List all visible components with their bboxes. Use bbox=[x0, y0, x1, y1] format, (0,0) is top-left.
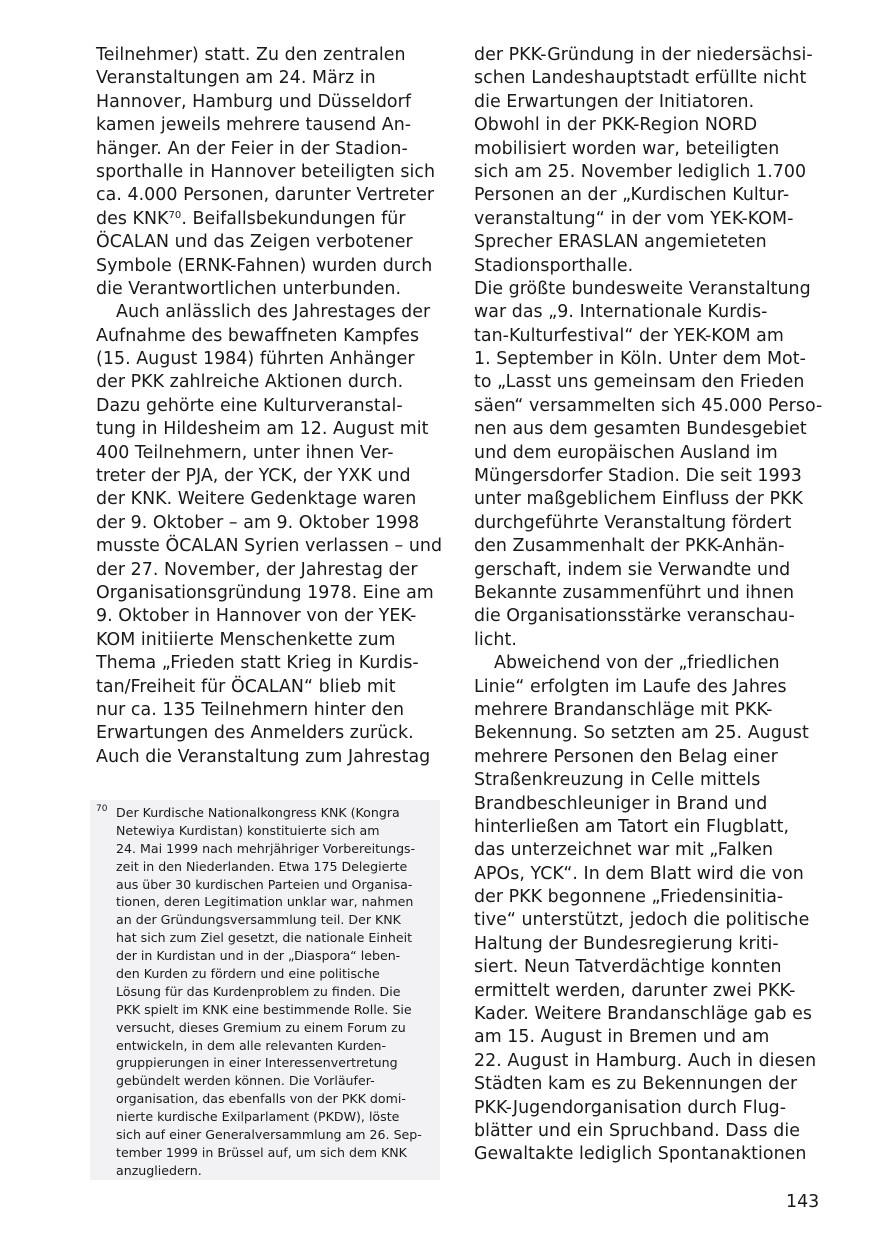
footnote-line: nierte kurdische Exilparlament (PKDW), löste bbox=[116, 1109, 400, 1125]
footnote-line: gruppierungen in einer Interessenvertretung bbox=[116, 1055, 398, 1071]
text-line: mehrere Brandanschläge mit PKK- bbox=[474, 699, 773, 720]
footnote-line: den Kurden zu fördern und eine politische bbox=[116, 966, 380, 982]
text-line: Aufnahme des bewaffneten Kampfes bbox=[96, 325, 420, 346]
footnote-line: der in Kurdistan und in der „Diaspora“ leben- bbox=[116, 948, 401, 964]
text-line: der PKK-Gründung in der niedersächsi- bbox=[474, 45, 813, 65]
footnote-line: Netewiya Kurdistan) konstituierte sich am bbox=[116, 822, 380, 838]
text-line: Personen an der „Kurdischen Kultur- bbox=[474, 185, 790, 206]
text-line: Hannover, Hamburg und Düsseldorf bbox=[96, 91, 411, 112]
text-line: der PKK begonnene „Friedensinitia- bbox=[474, 887, 784, 908]
text-line: Teilnehmer) statt. Zu den zentralen bbox=[96, 45, 406, 65]
footnote-line: anzugliedern. bbox=[116, 1162, 202, 1178]
footnote-line: tionen, deren Legitimation unklar war, nahmen bbox=[116, 894, 414, 910]
text-line: APOs, YCK“. In dem Blatt wird die von bbox=[474, 863, 804, 884]
footnote-reference[interactable]: 70 bbox=[168, 209, 182, 221]
text-line: gerschaft, indem sie Verwandte und bbox=[474, 559, 791, 580]
text-line: 1. September in Köln. Unter dem Mot- bbox=[474, 349, 806, 370]
text-line: Linie“ erfolgten im Laufe des Jahres bbox=[474, 676, 787, 697]
text-line: war das „9. Internationale Kurdis- bbox=[474, 302, 768, 323]
text-line: der 9. Oktober – am 9. Oktober 1998 bbox=[96, 512, 420, 533]
text-line: blätter und ein Spruchband. Dass die bbox=[474, 1120, 800, 1141]
text-line: nur ca. 135 Teilnehmern hinter den bbox=[96, 699, 405, 720]
text-line: Symbole (ERNK-Fahnen) wurden durch bbox=[96, 255, 433, 276]
footnote-line: sich auf einer Generalversammlung am 26. Sep- bbox=[116, 1127, 422, 1143]
text-line: sich am 25. November lediglich 1.700 bbox=[474, 161, 807, 182]
text-fragment: . Beifallsbekundungen für bbox=[181, 208, 406, 229]
text-line: der PKK zahlreiche Aktionen durch. bbox=[96, 372, 404, 393]
text-line: Obwohl in der PKK-Region NORD bbox=[474, 115, 758, 136]
text-line: Gewaltakte lediglich Spontanaktionen bbox=[474, 1144, 807, 1165]
text-line: ermittelt werden, darunter zwei PKK- bbox=[474, 980, 796, 1001]
text-line: tive“ unterstützt, jedoch die politische bbox=[474, 910, 810, 931]
footnote-line: hat sich zum Ziel gesetzt, die nationale Einheit bbox=[116, 930, 413, 946]
footnote-line: tember 1999 in Brüssel auf, um sich dem KNK bbox=[116, 1144, 407, 1160]
text-line: kamen jeweils mehrere tausend An- bbox=[96, 115, 412, 136]
text-line: 400 Teilnehmern, unter ihnen Ver- bbox=[96, 442, 394, 463]
left-text-column bbox=[96, 44, 441, 769]
text-line: musste ÖCALAN Syrien verlassen – und bbox=[96, 536, 443, 557]
text-line: mobilisiert worden war, beteiligten bbox=[474, 138, 780, 159]
text-line: Sprecher ERASLAN angemieteten bbox=[474, 232, 767, 253]
text-line: säen“ versammelten sich 45.000 Perso- bbox=[474, 395, 823, 416]
text-line: mehrere Personen den Belag einer bbox=[474, 746, 778, 767]
text-line: die Verantwortlichen unterbunden. bbox=[96, 278, 402, 299]
text-line: den Zusammenhalt der PKK-Anhän- bbox=[474, 536, 785, 557]
text-line: Stadionsporthalle. bbox=[474, 255, 634, 276]
text-line: der KNK. Weitere Gedenktage waren bbox=[96, 489, 417, 510]
footnote-number: 70 bbox=[96, 804, 108, 814]
footnote-line: Lösung für das Kurdenproblem zu finden. Die bbox=[116, 983, 401, 999]
text-line: Städten kam es zu Bekennungen der bbox=[474, 1074, 798, 1095]
footnote-line: zeit in den Niederlanden. Etwa 175 Delegierte bbox=[116, 858, 408, 874]
text-line: durchgeführte Veranstaltung fördert bbox=[474, 512, 792, 533]
text-line: hänger. An der Feier in der Stadion- bbox=[96, 138, 408, 159]
text-line: sporthalle in Hannover beteiligten sich bbox=[96, 161, 436, 182]
text-line: 22. August in Hamburg. Auch in diesen bbox=[474, 1050, 817, 1071]
text-line: unter maßgeblichem Einfluss der PKK bbox=[474, 489, 803, 510]
footnote-line bbox=[96, 804, 441, 822]
text-line: tan-Kulturfestival“ der YEK-KOM am bbox=[474, 325, 784, 346]
text-line: schen Landeshauptstadt erfüllte nicht bbox=[474, 68, 807, 89]
text-line: tung in Hildesheim am 12. August mit bbox=[96, 419, 429, 440]
text-line: nen aus dem gesamten Bundesgebiet bbox=[474, 419, 807, 440]
text-line: Bekennung. So setzten am 25. August bbox=[474, 723, 809, 744]
paragraph-first-line: Abweichend von der „friedlichen bbox=[494, 653, 780, 674]
text-line: Auch die Veranstaltung zum Jahrestag bbox=[96, 746, 431, 767]
text-line: 9. Oktober in Hannover von der YEK- bbox=[96, 606, 417, 627]
text-line: KOM initiierte Menschenkette zum bbox=[96, 629, 396, 650]
text-fragment: des KNK bbox=[96, 208, 169, 229]
text-line: der 27. November, der Jahrestag der bbox=[96, 559, 418, 580]
footnote-text-fragment: Der Kurdische Nationalkongress KNK (Kongra bbox=[116, 805, 400, 820]
text-line: die Organisationsstärke veranschau- bbox=[474, 606, 795, 627]
text-line: siert. Neun Tatverdächtige konnten bbox=[474, 957, 782, 978]
page-number: 143 bbox=[786, 1192, 820, 1212]
text-line: Straßenkreuzung in Celle mittels bbox=[474, 770, 761, 791]
footnote-line: 24. Mai 1999 nach mehrjähriger Vorbereitungs- bbox=[116, 840, 416, 856]
text-line: Veranstaltungen am 24. März in bbox=[96, 68, 376, 89]
footnote-line: entwickeln, in dem alle relevanten Kurden- bbox=[116, 1037, 386, 1053]
footnote-line: aus über 30 kurdischen Parteien und Organisa- bbox=[116, 876, 413, 892]
text-line-with-footnote-ref bbox=[96, 208, 441, 231]
footnote-line: an der Gründungsversammlung teil. Der KNK bbox=[116, 912, 401, 928]
text-line: PKK-Jugendorganisation durch Flug- bbox=[474, 1097, 787, 1118]
text-line: Müngersdorfer Stadion. Die seit 1993 bbox=[474, 466, 802, 487]
text-line: veranstaltung“ in der vom YEK-KOM- bbox=[474, 208, 794, 229]
text-line: tan/Freiheit für ÖCALAN“ blieb mit bbox=[96, 676, 396, 697]
text-line: licht. bbox=[474, 629, 517, 650]
footnote bbox=[96, 804, 441, 1180]
text-line: Haltung der Bundesregierung kriti- bbox=[474, 933, 779, 954]
text-line: und dem europäischen Ausland im bbox=[474, 442, 778, 463]
text-line: treter der PJA, der YCK, der YXK und bbox=[96, 466, 411, 487]
text-line: die Erwartungen der Initiatoren. bbox=[474, 91, 755, 112]
text-line: hinterließen am Tatort ein Flugblatt, bbox=[474, 816, 790, 837]
text-line: ca. 4.000 Personen, darunter Vertreter bbox=[96, 185, 435, 206]
footnote-line: gebündelt werden können. Die Vorläufer- bbox=[116, 1073, 375, 1089]
right-text-column bbox=[474, 44, 823, 1167]
text-line: am 15. August in Bremen und am bbox=[474, 1027, 770, 1048]
text-line: Kader. Weitere Brandanschläge gab es bbox=[474, 1004, 813, 1025]
text-line: Thema „Frieden statt Krieg in Kurdis- bbox=[96, 653, 419, 674]
text-line: (15. August 1984) führten Anhänger bbox=[96, 349, 415, 370]
text-line: ÖCALAN und das Zeigen verbotener bbox=[96, 232, 413, 253]
footnote-line: PKK spielt im KNK eine bestimmende Rolle. Sie bbox=[116, 1001, 412, 1017]
text-line: das unterzeichnet war mit „Falken bbox=[474, 840, 774, 861]
text-line: Organisationsgründung 1978. Eine am bbox=[96, 582, 434, 603]
text-line: Dazu gehörte eine Kulturveranstal- bbox=[96, 395, 403, 416]
paragraph-first-line: Die größte bundesweite Veranstaltung bbox=[474, 278, 811, 299]
text-line: to „Lasst uns gemeinsam den Frieden bbox=[474, 372, 805, 393]
text-line: Erwartungen des Anmelders zurück. bbox=[96, 723, 414, 744]
text-line: Brandbeschleuniger in Brand und bbox=[474, 793, 768, 814]
text-line: Bekannte zusammenführt und ihnen bbox=[474, 582, 795, 603]
paragraph-first-line: Auch anlässlich des Jahrestages der bbox=[116, 302, 431, 323]
footnote-line: versucht, dieses Gremium zu einem Forum zu bbox=[116, 1019, 406, 1035]
footnote-line: organisation, das ebenfalls von der PKK domi- bbox=[116, 1091, 406, 1107]
